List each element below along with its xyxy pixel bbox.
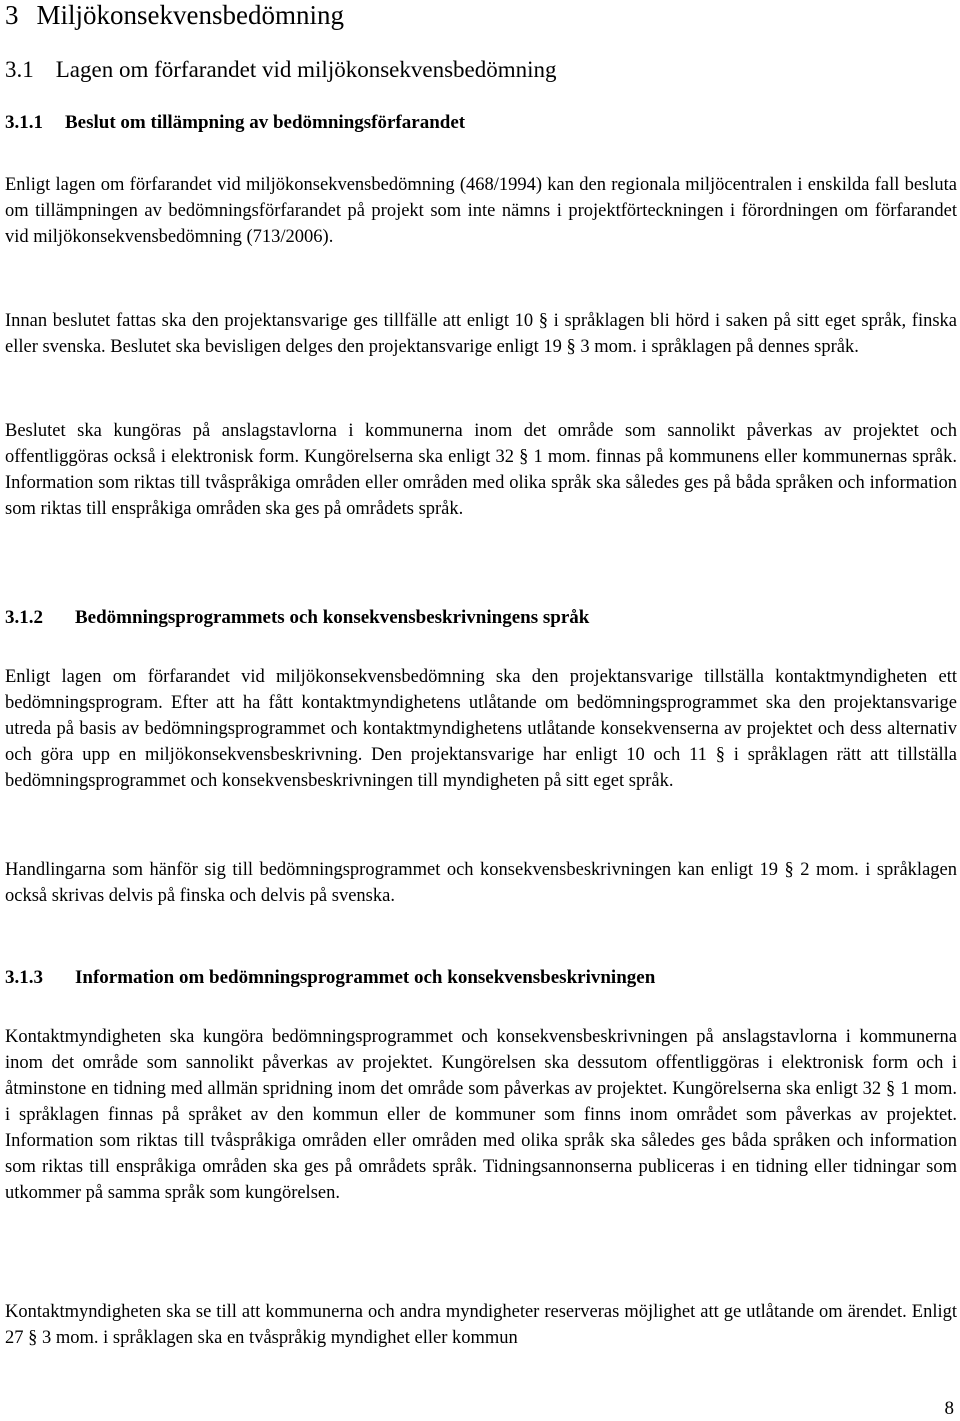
paragraph: Innan beslutet fattas ska den projektansvarige ges tillfälle att enligt 10 § i språklagen bli hörd i saken på sitt eget språk, finska eller svenska. Beslutet ska bevisligen delges den projektansvarige enligt 19 § 3 mom. i språklagen på dennes språk. [5, 311, 957, 357]
section-title: Bedömningsprogrammets och konsekvensbeskrivningens språk [75, 607, 590, 628]
heading-title: Lagen om förfarandet vid miljökonsekvensbedömning [55, 57, 557, 82]
section-title: Beslut om tillämpning av bedömningsförfarandet [65, 112, 466, 133]
paragraph: Enligt lagen om förfarandet vid miljökonsekvensbedömning ska den projektansvarige tillställa kontaktmyndigheten ett bedömningsprogram. Efter att ha fått kontaktmyndighetens utlåtande om bedömningsprogrammet ska den projektansvarige utreda på basis av bedömningsprogrammet och kontaktmyndighetens utlåtande konsekvenserna av projektet och dess alternativ och göra upp en miljökonsekvensbeskrivning. Den projektansvarige har enligt 10 och 11 § i språklagen rätt att tillställa bedömningsprogrammet och konsekvensbeskrivningen till myndigheten på sitt eget språk. [5, 667, 957, 791]
heading-level-2 [5, 56, 557, 84]
heading-number: 3.1 [5, 57, 34, 82]
paragraph: Kontaktmyndigheten ska kungöra bedömningsprogrammet och konsekvensbeskrivningen på anslagstavlorna i kommunerna inom det område som sannolikt påverkas av projektet. Kungörelsen ska dessutom offentliggöras i elektronisk form och i åtminstone en tidning med allmän spridning inom det område som påverkas av projektet. Kungörelserna ska enligt 32 § 1 mom. i språklagen finnas på språket av den kommun eller de kommuner som finns inom området som påverkas av projektet. Information som riktas till tvåspråkiga områden eller områden med olika språk ska således ges båda språken och information som riktas till enspråkiga områden ska ges på områdets språk. Tidningsannonserna publiceras i en tidning eller tidningar som utkommer på samma språk som kungörelsen. [5, 1027, 957, 1203]
paragraph: Handlingarna som hänför sig till bedömningsprogrammet och konsekvensbeskrivningen kan enligt 19 § 2 mom. i språklagen också skrivas delvis på finska och delvis på svenska. [5, 860, 957, 906]
section-title: Information om bedömningsprogrammet och konsekvensbeskrivningen [75, 967, 656, 988]
paragraph: Kontaktmyndigheten ska se till att kommunerna och andra myndigheter reserveras möjlighet att ge utlåtande om ärendet. Enligt 27 § 3 mom. i språklagen ska en tvåspråkig myndighet eller kommun [5, 1302, 957, 1348]
heading-number: 3 [5, 0, 19, 30]
section-number: 3.1.3 [5, 967, 43, 988]
section-number: 3.1.2 [5, 607, 43, 628]
heading-title: Miljökonsekvensbedömning [36, 0, 344, 30]
paragraph: Enligt lagen om förfarandet vid miljökonsekvensbedömning (468/1994) kan den regionala miljöcentralen i enskilda fall besluta om tillämpningen av bedömningsförfarandet på projekt som inte nämns i projektförteckningen i förordningen om förfarandet vid miljökonsekvensbedömning (713/2006). [5, 175, 957, 247]
section-heading [5, 606, 589, 630]
section-heading [5, 111, 465, 135]
section-heading [5, 966, 655, 990]
page-number: 8 [944, 1398, 954, 1419]
paragraph: Beslutet ska kungöras på anslagstavlorna i kommunerna inom det område som sannolikt påverkas av projektet och offentliggöras också i elektronisk form. Kungörelserna ska enligt 32 § 1 mom. finnas på kommunens eller kommunernas språk. Information som riktas till tvåspråkiga områden eller områden med olika språk ska således ges på båda språken och information som riktas till enspråkiga områden ska ges på områdets språk. [5, 421, 957, 519]
heading-level-1 [5, 0, 344, 30]
section-number: 3.1.1 [5, 112, 43, 133]
